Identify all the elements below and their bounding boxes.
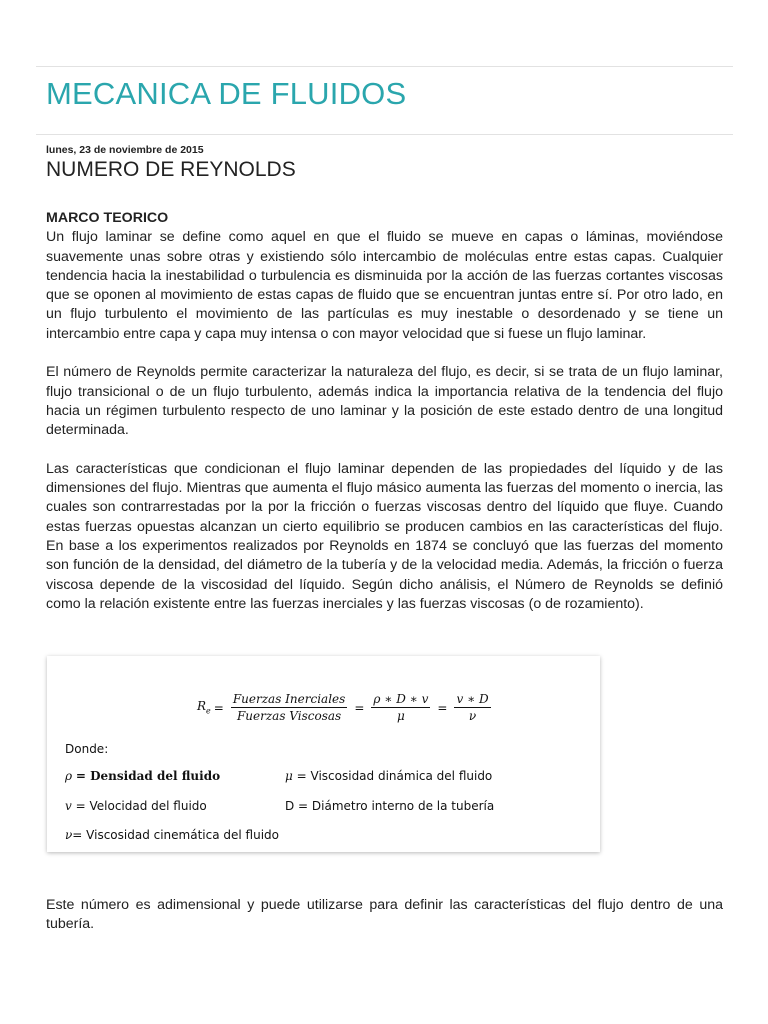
- rho-definition: ρ = Densidad del fluido: [65, 769, 221, 783]
- density-fraction: $\frac{\rho ∗ D ∗ v}{\mu}$: [373, 692, 429, 723]
- post-date: lunes, 23 de noviembre de 2015: [46, 144, 204, 156]
- nu-definition: ν= Viscosidad cinemática del fluido: [65, 828, 279, 842]
- paragraph-reynolds-number: El número de Reynolds permite caracterizar la naturaleza del flujo, es decir, si se trata de un flujo laminar, flujo transicional o de un flujo turbulento, además indica la importancia relativa de la tendencia del flujo hacia un régimen turbulento respecto de uno laminar y la posición de este estado dentro de una longitud determinada.: [46, 364, 723, 439]
- post-body: [46, 209, 723, 634]
- post-title[interactable]: NUMERO DE REYNOLDS: [46, 158, 296, 181]
- header-bottom-divider: [36, 134, 733, 135]
- blog-title[interactable]: MECANICA DE FLUIDOS: [46, 76, 407, 111]
- paragraph-dimensionless: Este número es adimensional y puede utilizarse para definir las características del flujo dentro de una tubería.: [46, 897, 723, 933]
- equals-sign: =: [213, 700, 224, 715]
- equals-sign: =: [354, 700, 365, 715]
- mu-definition: μ = Viscosidad dinámica del fluido: [285, 769, 493, 783]
- forces-fraction: $\frac{\text{Fuerzas Inerciales}}{\text{Fuerzas Viscosas}}$: [232, 692, 346, 723]
- formula-image[interactable]: [47, 656, 600, 852]
- reynolds-symbol: $R_e$: [197, 699, 211, 716]
- kinematic-fraction: $\frac{v ∗ D}{\nu}$: [456, 692, 489, 723]
- paragraph-flow-characteristics: Las características que condicionan el flujo laminar dependen de las propiedades del líquido y de las dimensiones del flujo. Mientras que aumenta el flujo másico aumenta las fuerzas del momento o inercia, las cuales son contrarrestadas por la por la fricción o fuerzas viscosas dentro del líquido que fluye. Cuando estas fuerzas opuestas alcanzan un cierto equilibrio se producen cambios en las características del flujo. En base a los experimentos realizados por Reynolds en 1874 se concluyó que las fuerzas del momento son función de la densidad, del diámetro de la tubería y de la velocidad media. Además, la fricción o fuerza viscosa depende de la viscosidad del líquido. Según dicho análisis, el Número de Reynolds se definió como la relación existente entre las fuerzas inerciales y las fuerzas viscosas (o de rozamiento).: [46, 460, 723, 612]
- velocity-definition: v = Velocidad del fluido: [65, 799, 207, 813]
- header-top-divider: [36, 66, 733, 67]
- donde-label: Donde:: [65, 742, 109, 756]
- equals-sign: =: [437, 700, 448, 715]
- diameter-definition: D = Diámetro interno de la tubería: [285, 799, 495, 813]
- section-heading: MARCO TEORICO: [46, 210, 169, 226]
- reynolds-formula: [197, 692, 495, 723]
- paragraph-laminar-flow: Un flujo laminar se define como aquel en que el fluido se mueve en capas o láminas, moviéndose suavemente unas sobre otras y existiendo sólo intercambio de moléculas entre estas capas. Cualquier tendencia hacia la inestabilidad o turbulencia es disminuida por la acción de las fuerzas cortantes viscosas que se oponen al movimiento de estas capas de fluido que se encuentran juntas entre sí. Por otro lado, en un flujo turbulento el movimiento de las partículas es muy inestable o desordenado y se tiene un intercambio entre capa y capa muy intensa o con mayor velocidad que si fuese un flujo laminar.: [46, 229, 723, 342]
